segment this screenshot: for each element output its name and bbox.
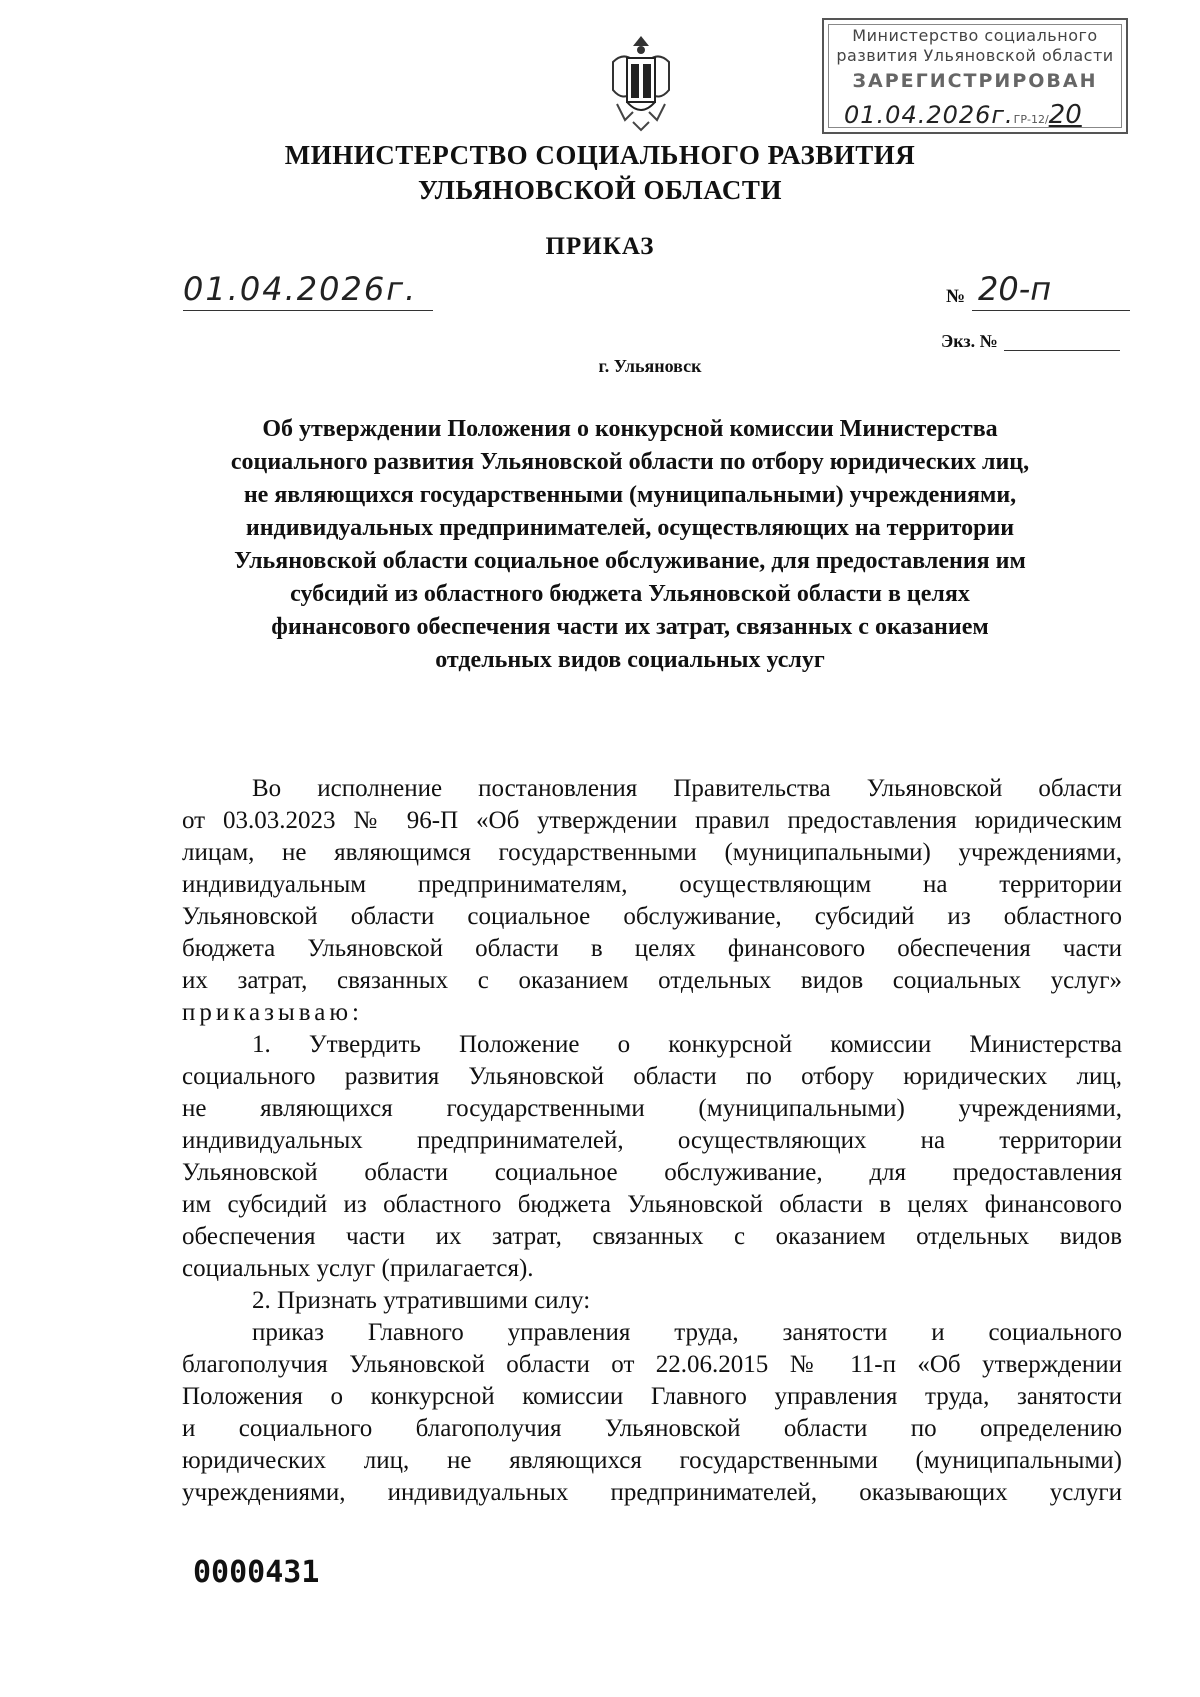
body-line: Ульяновской области социальное обслуживание, субсидий из областного — [182, 903, 1122, 930]
body-line: Ульяновской области социальное обслуживание, для предоставления — [182, 1159, 1122, 1186]
body-line: индивидуальным предпринимателям, осуществляющим на территории — [182, 871, 1122, 898]
body-line: индивидуальных предпринимателей, осуществляющих на территории — [182, 1127, 1122, 1154]
ministry-name-line-2: УЛЬЯНОВСКОЙ ОБЛАСТИ — [418, 175, 782, 205]
order-number-label: № — [946, 286, 966, 307]
order-date-handwritten: 01.04.2026г. — [183, 270, 433, 311]
stamp-status: ЗАРЕГИСТРИРОВАН — [852, 70, 1098, 92]
body-line: лицам, не являющимся государственными (муниципальными) учреждениями, — [182, 839, 1122, 866]
heading-line: Об утверждении Положения о конкурсной комиссии Министерства — [262, 416, 998, 442]
body-line: их затрат, связанных с оказанием отдельных видов социальных услуг» — [182, 967, 1122, 994]
document-type-title: ПРИКАЗ — [545, 233, 655, 260]
body-line: Положения о конкурсной комиссии Главного управления труда, занятости — [182, 1383, 1122, 1410]
body-line: учреждениями, индивидуальных предпринимателей, оказывающих услуги — [182, 1479, 1122, 1506]
stamp-reg-prefix: ГР-12/ — [1013, 113, 1049, 126]
heading-line: отдельных видов социальных услуг — [435, 647, 825, 673]
body-line: и социального благополучия Ульяновской области по определению — [182, 1415, 1122, 1442]
body-line: от 03.03.2023 № 96-П «Об утверждении правил предоставления юридическим — [182, 807, 1122, 834]
city-label: г. Ульяновск — [598, 356, 702, 376]
heading-line: Ульяновской области социальное обслуживание, для предоставления им — [234, 548, 1026, 574]
body-line: им субсидий из областного бюджета Ульяновской области в целях финансового — [182, 1191, 1122, 1218]
coat-of-arms-emblem — [603, 32, 679, 132]
body-line: обеспечения части их затрат, связанных с оказанием отдельных видов — [182, 1223, 1122, 1250]
body-line: 2. Признать утратившими силу: — [252, 1287, 591, 1314]
heading-line: социального развития Ульяновской области по отбору юридических лиц, — [230, 449, 1030, 475]
body-line: юридических лиц, не являющихся государственными (муниципальными) — [182, 1447, 1122, 1474]
ministry-name-line-1: МИНИСТЕРСТВО СОЦИАЛЬНОГО РАЗВИТИЯ — [284, 140, 916, 170]
stamp-org-line-2: развития Ульяновской области — [836, 46, 1114, 65]
body-line: социального развития Ульяновской области по отбору юридических лиц, — [182, 1063, 1122, 1090]
heading-line: финансового обеспечения части их затрат, связанных с оказанием — [271, 614, 989, 640]
body-line: не являющихся государственными (муниципальными) учреждениями, — [182, 1095, 1122, 1122]
body-line: приказ Главного управления труда, занятости и социального — [252, 1319, 1122, 1346]
body-line: благополучия Ульяновской области от 22.06.2015 № 11-п «Об утверждении — [182, 1351, 1122, 1378]
order-number-handwritten: 20-п — [972, 270, 1130, 311]
copy-number-blank — [1004, 350, 1120, 351]
stamp-registration-line — [844, 100, 1116, 128]
stamp-handwritten-date: 01.04.2026г. — [844, 101, 1014, 129]
order-heading — [150, 413, 1110, 677]
heading-line: индивидуальных предпринимателей, осуществляющих на территории — [245, 515, 1015, 541]
document-serial-number: 0000431 — [193, 1555, 320, 1590]
registration-stamp — [822, 18, 1128, 134]
order-body — [182, 773, 1122, 1509]
stamp-reg-number: 20 — [1048, 100, 1082, 130]
body-line: социальных услуг (прилагается). — [182, 1255, 534, 1282]
stamp-org-line-1: Министерство социального — [852, 26, 1098, 45]
body-line: бюджета Ульяновской области в целях финансового обеспечения части — [182, 935, 1122, 962]
body-line: 1. Утвердить Положение о конкурсной комиссии Министерства — [252, 1031, 1122, 1058]
body-line: Во исполнение постановления Правительства Ульяновской области — [252, 775, 1122, 802]
body-line: приказываю: — [182, 999, 363, 1026]
heading-line: субсидий из областного бюджета Ульяновской области в целях — [290, 581, 970, 607]
heading-line: не являющихся государственными (муниципальными) учреждениями, — [243, 482, 1017, 508]
copy-number-label: Экз. № — [941, 331, 998, 351]
